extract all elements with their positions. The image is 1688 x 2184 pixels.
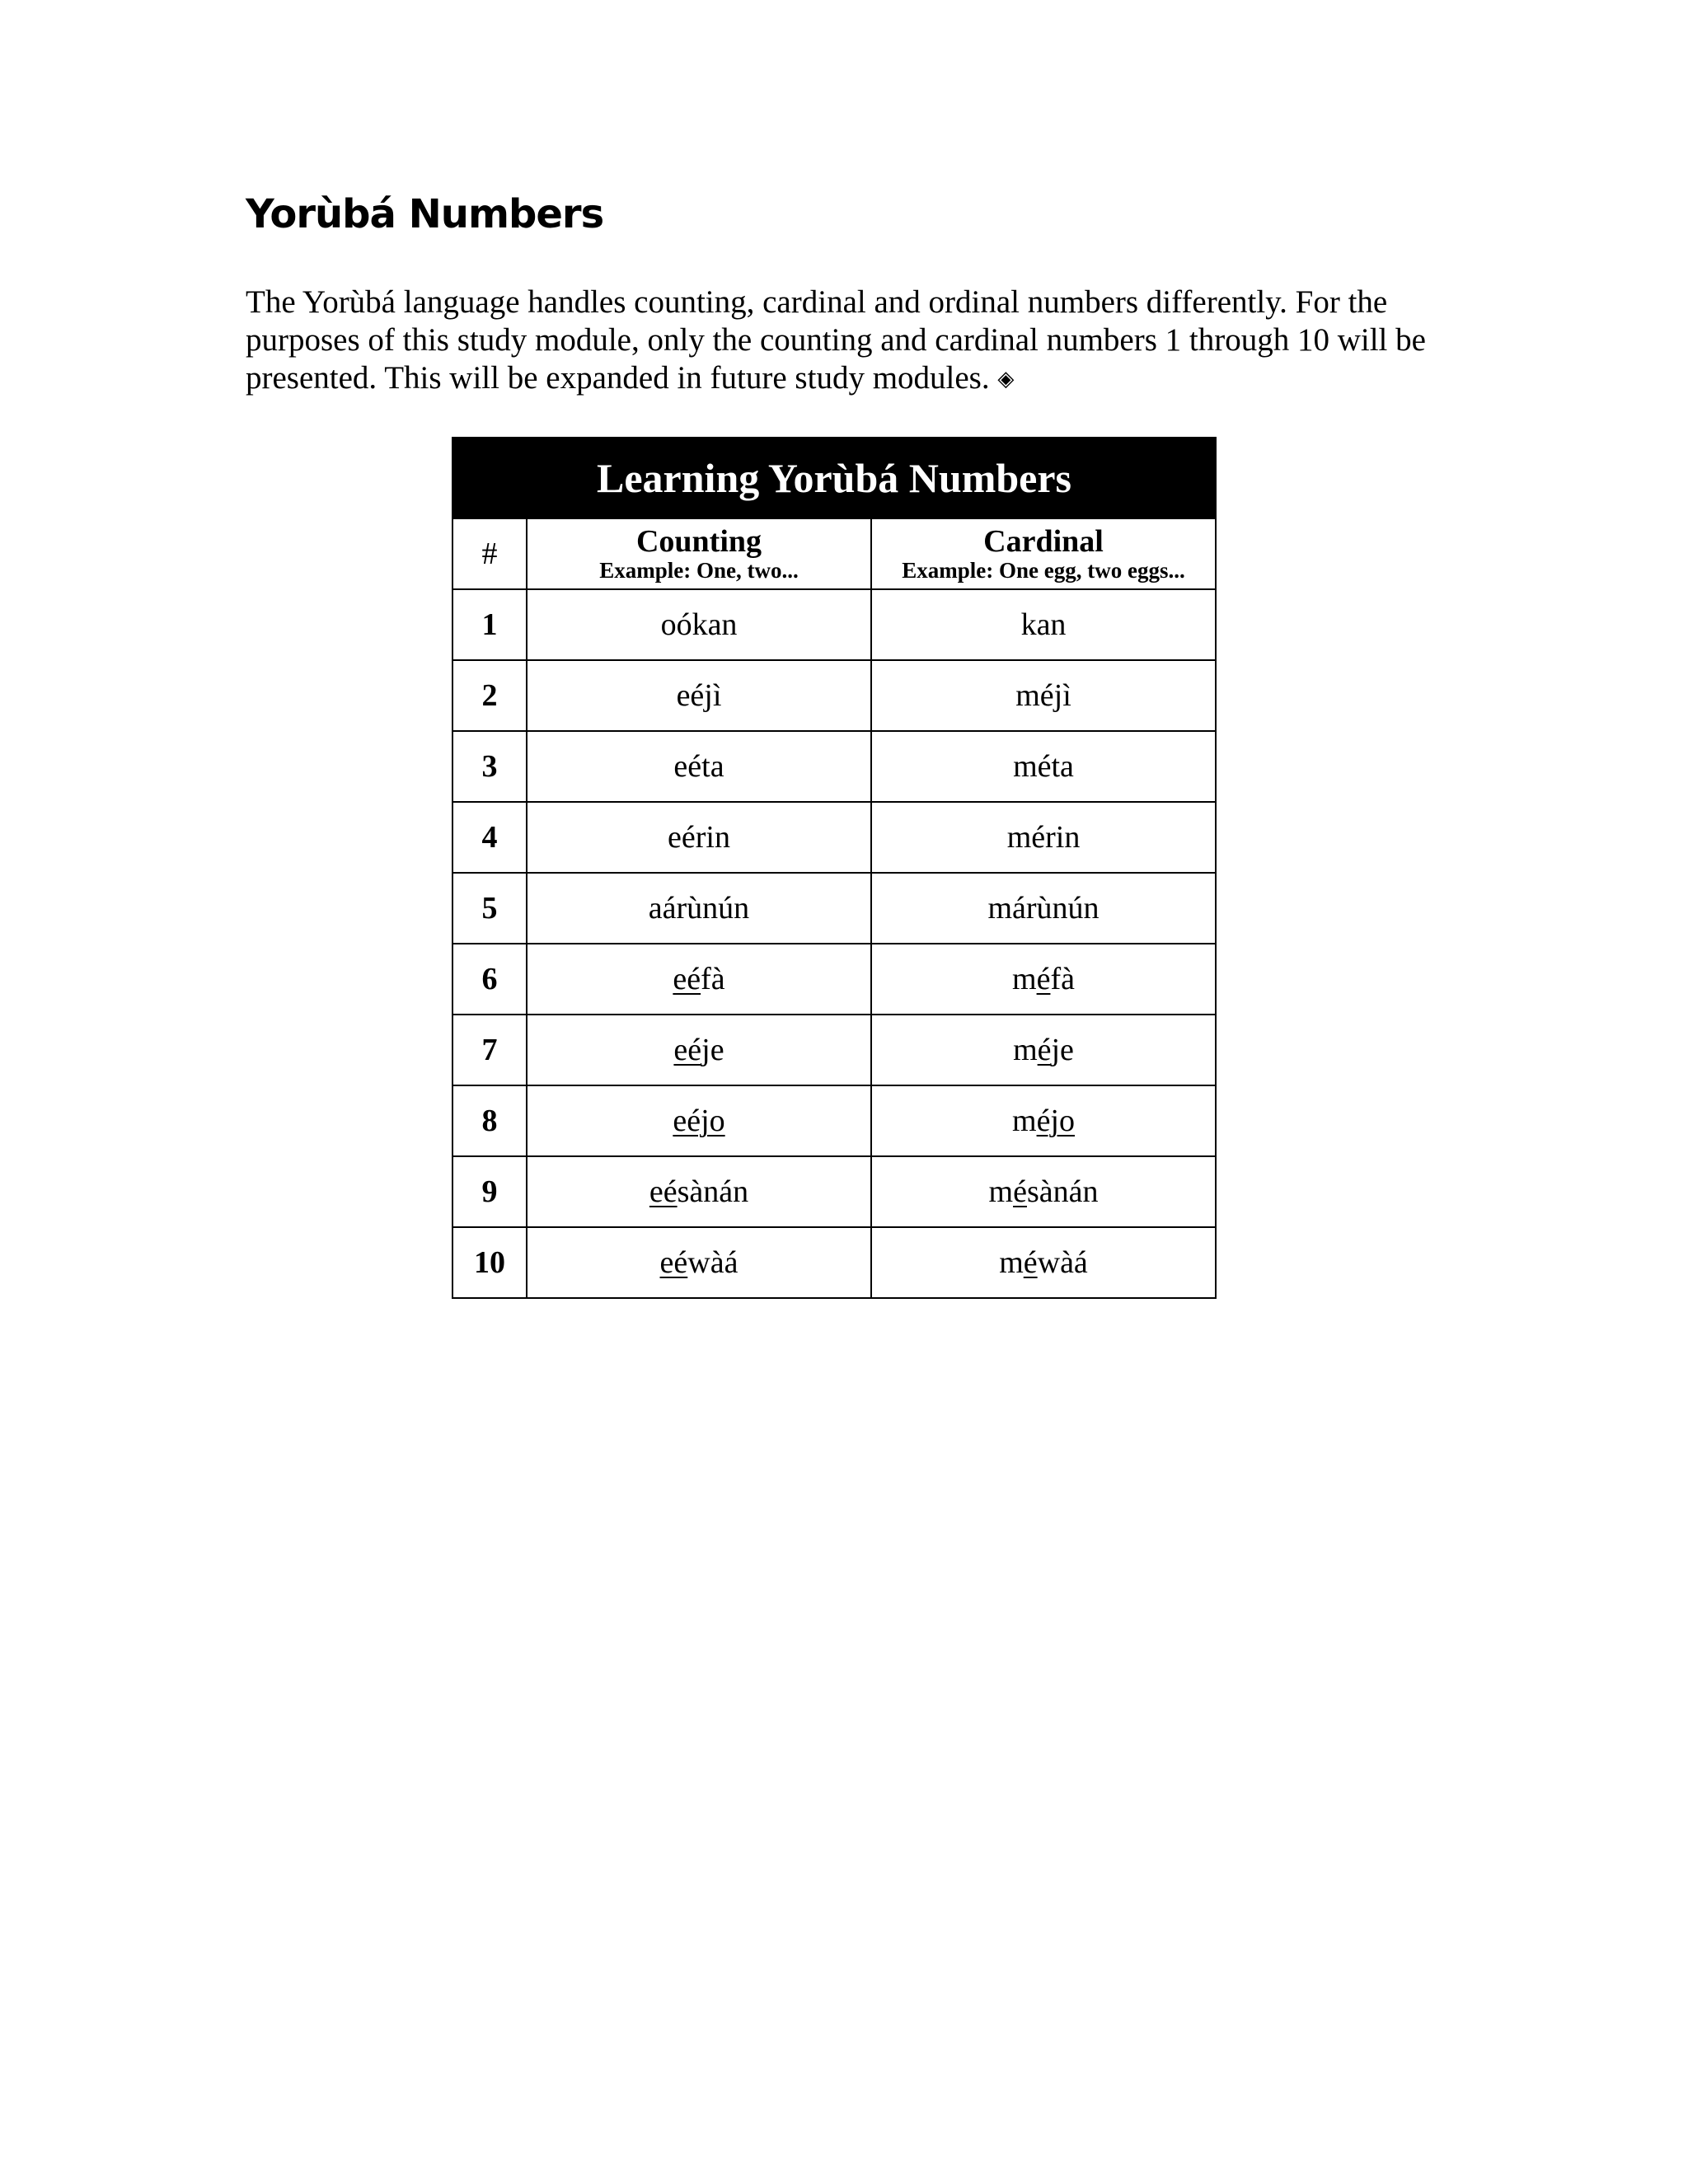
page-title: Yorùbá Numbers bbox=[246, 191, 604, 237]
row-number: 1 bbox=[452, 589, 527, 660]
table-row bbox=[452, 944, 1216, 1015]
cardinal-word bbox=[871, 589, 1216, 660]
intro-text: The Yorùbá language handles counting, cardinal and ordinal numbers differently. For the purposes of this study module, only the counting and cardinal numbers 1 through 10 will be presented. This will be expanded in future study modules. bbox=[246, 284, 1426, 396]
intro-paragraph bbox=[246, 284, 1449, 398]
table-row bbox=[452, 589, 1216, 660]
counting-word-segment: je bbox=[701, 1033, 724, 1067]
header-cardinal-example: Example: One egg, two eggs... bbox=[902, 558, 1185, 583]
row-number: 4 bbox=[452, 802, 527, 873]
cardinal-word-segment: é bbox=[1023, 1245, 1038, 1280]
row-number: 3 bbox=[452, 731, 527, 802]
row-number: 10 bbox=[452, 1227, 527, 1298]
cardinal-word bbox=[871, 1085, 1216, 1156]
cardinal-word bbox=[871, 1156, 1216, 1227]
row-number: 2 bbox=[452, 660, 527, 731]
counting-word bbox=[527, 660, 871, 731]
table-row bbox=[452, 660, 1216, 731]
header-cardinal bbox=[871, 518, 1216, 589]
counting-word-segment: aárùnún bbox=[648, 891, 750, 926]
counting-word-segment: eé bbox=[673, 1033, 702, 1067]
cardinal-word bbox=[871, 802, 1216, 873]
table-header-row bbox=[452, 518, 1216, 589]
header-number: # bbox=[452, 518, 527, 589]
table-row bbox=[452, 1227, 1216, 1298]
counting-word bbox=[527, 944, 871, 1015]
counting-word-segment: wàá bbox=[687, 1245, 738, 1280]
counting-word bbox=[527, 731, 871, 802]
counting-word bbox=[527, 1015, 871, 1085]
table-row bbox=[452, 1156, 1216, 1227]
cardinal-word-segment: m bbox=[1012, 1104, 1037, 1138]
cardinal-word-segment: méjì bbox=[1015, 678, 1071, 713]
counting-word bbox=[527, 589, 871, 660]
cardinal-word-segment: m bbox=[999, 1245, 1024, 1280]
cardinal-word-segment: méta bbox=[1013, 749, 1074, 784]
counting-word bbox=[527, 1085, 871, 1156]
counting-word-segment: eéjì bbox=[676, 678, 722, 713]
row-number: 9 bbox=[452, 1156, 527, 1227]
counting-word-segment: eéjo bbox=[673, 1104, 725, 1138]
cardinal-word-segment: éjo bbox=[1036, 1104, 1075, 1138]
row-number: 5 bbox=[452, 873, 527, 944]
cardinal-word-segment: márùnún bbox=[987, 891, 1100, 926]
counting-word bbox=[527, 1156, 871, 1227]
counting-word bbox=[527, 873, 871, 944]
table-row bbox=[452, 1015, 1216, 1085]
cardinal-word-segment: kan bbox=[1020, 607, 1067, 642]
numbers-table bbox=[452, 437, 1217, 1299]
table-title: Learning Yorùbá Numbers bbox=[452, 438, 1216, 518]
table-row bbox=[452, 731, 1216, 802]
counting-word-segment: oókan bbox=[660, 607, 738, 642]
cardinal-word-segment: je bbox=[1051, 1033, 1074, 1067]
table-row bbox=[452, 802, 1216, 873]
header-cardinal-label: Cardinal bbox=[983, 524, 1104, 559]
table-row bbox=[452, 873, 1216, 944]
row-number: 7 bbox=[452, 1015, 527, 1085]
counting-word-segment: eé bbox=[649, 1174, 678, 1209]
cardinal-word-segment: é bbox=[1037, 1033, 1052, 1067]
counting-word bbox=[527, 802, 871, 873]
numbers-table-container bbox=[452, 437, 1217, 1299]
cardinal-word bbox=[871, 873, 1216, 944]
row-number: 6 bbox=[452, 944, 527, 1015]
cardinal-word-segment: wàá bbox=[1037, 1245, 1088, 1280]
counting-word-segment: eé bbox=[673, 962, 701, 996]
cardinal-word bbox=[871, 1227, 1216, 1298]
cardinal-word bbox=[871, 1015, 1216, 1085]
header-counting bbox=[527, 518, 871, 589]
cardinal-word-segment: m bbox=[1013, 1033, 1038, 1067]
cardinal-word-segment: m bbox=[988, 1174, 1014, 1209]
counting-word-segment: eéta bbox=[673, 749, 724, 784]
counting-word-segment: eé bbox=[659, 1245, 688, 1280]
cardinal-word-segment: é bbox=[1013, 1174, 1027, 1209]
row-number: 8 bbox=[452, 1085, 527, 1156]
table-row bbox=[452, 1085, 1216, 1156]
counting-word-segment: fà bbox=[701, 962, 725, 996]
header-counting-example: Example: One, two... bbox=[599, 558, 799, 583]
cardinal-word bbox=[871, 660, 1216, 731]
cardinal-word-segment: m bbox=[1012, 962, 1037, 996]
counting-word-segment: sànán bbox=[677, 1174, 749, 1209]
cardinal-word-segment: mérin bbox=[1006, 820, 1081, 855]
counting-word bbox=[527, 1227, 871, 1298]
counting-word-segment: eérin bbox=[668, 820, 730, 855]
cardinal-word-segment: fà bbox=[1050, 962, 1075, 996]
cardinal-word-segment: sànán bbox=[1026, 1174, 1099, 1209]
cardinal-word bbox=[871, 944, 1216, 1015]
header-counting-label: Counting bbox=[635, 524, 762, 559]
cardinal-word bbox=[871, 731, 1216, 802]
cardinal-word-segment: é bbox=[1036, 962, 1051, 996]
table-body bbox=[452, 589, 1216, 1298]
end-diamond-icon: ◈ bbox=[997, 367, 1015, 391]
